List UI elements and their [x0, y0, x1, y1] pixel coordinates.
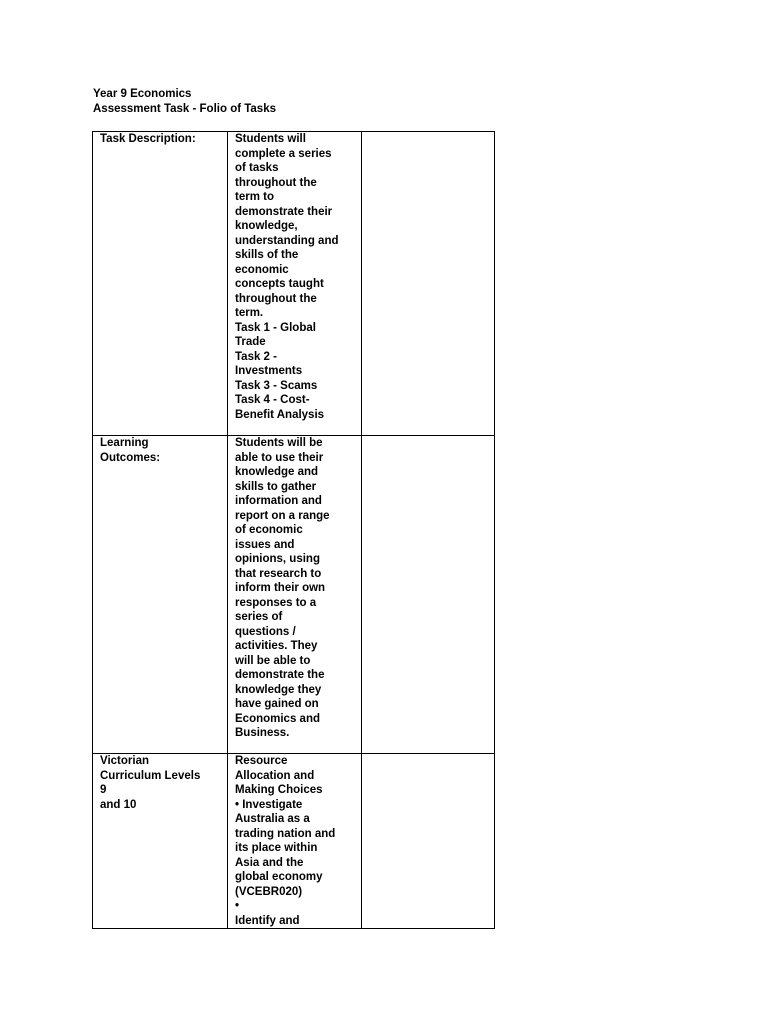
body-text: its place within [235, 842, 318, 854]
empty-cell [362, 132, 495, 436]
body-text: Task 2 - [235, 350, 277, 363]
body-text: activities. They [235, 640, 318, 652]
body-text: demonstrate the [235, 669, 325, 681]
label-text: and 10 [100, 798, 137, 811]
body-text: Business. [235, 727, 290, 739]
empty-cell [362, 754, 495, 929]
body-text: Resource [235, 755, 288, 767]
label-text: Task Description: [100, 133, 196, 145]
body-text: trading nation and [235, 827, 336, 840]
table-row-curriculum-levels [93, 754, 495, 929]
label-cell [93, 754, 228, 929]
body-text: Investments [235, 365, 303, 377]
body-text: knowledge, [235, 220, 298, 232]
body-text: complete a series [235, 147, 332, 160]
body-text: (VCEBR020) [235, 885, 303, 898]
label-cell [93, 132, 228, 436]
body-text: information and [235, 495, 322, 507]
body-text: series of [235, 611, 283, 623]
body-text: term to [235, 191, 274, 203]
body-text: able to use their [235, 451, 324, 464]
body-text: concepts taught [235, 278, 324, 290]
body-text: Task 3 - Scams [235, 379, 318, 392]
body-cell [228, 754, 362, 929]
body-text: skills of the [235, 249, 299, 261]
title-assessment: Assessment Task - Folio of Tasks [93, 102, 276, 115]
body-text: Economics and [235, 712, 320, 725]
body-text: Identify and [235, 914, 300, 927]
body-text: Trade [235, 336, 266, 348]
body-text: Task 1 - Global [235, 321, 316, 334]
title-course: Year 9 Economics [93, 88, 192, 100]
body-text: throughout the [235, 292, 317, 305]
body-cell [228, 132, 362, 436]
body-text: Students will be [235, 437, 323, 449]
task-table [92, 131, 495, 929]
body-text: questions / [235, 625, 296, 638]
body-text: term. [235, 307, 264, 319]
body-text: knowledge and [235, 466, 319, 478]
body-text: Making Choices [235, 784, 323, 796]
body-text: understanding and [235, 234, 339, 247]
body-text: Allocation and [235, 769, 315, 782]
body-text: • [235, 900, 240, 912]
body-text: that research to [235, 567, 322, 580]
body-text: Asia and the [235, 856, 304, 869]
label-cell [93, 436, 228, 754]
body-text: of economic [235, 524, 303, 536]
body-text: • Investigate [235, 798, 303, 811]
body-text: knowledge they [235, 683, 322, 696]
body-text: Task 4 - Cost- [235, 394, 310, 406]
body-text: Benefit Analysis [235, 408, 325, 421]
empty-cell [362, 436, 495, 754]
body-cell [228, 436, 362, 754]
body-text: Students will [235, 133, 306, 145]
table-row-task-description [93, 132, 495, 436]
body-text: opinions, using [235, 553, 320, 565]
body-text: skills to gather [235, 480, 317, 493]
body-text: throughout the [235, 176, 317, 189]
body-text: have gained on [235, 698, 319, 710]
body-text: demonstrate their [235, 205, 333, 218]
label-text: Victorian [100, 755, 149, 767]
table-row-learning-outcomes [93, 436, 495, 754]
body-text: of tasks [235, 162, 279, 174]
label-text: Learning [100, 437, 149, 449]
body-text: will be able to [235, 654, 311, 667]
label-text: 9 [100, 784, 107, 796]
body-text: issues and [235, 538, 295, 551]
label-text: Outcomes: [100, 451, 161, 464]
body-text: global economy [235, 871, 323, 883]
body-text: inform their own [235, 582, 326, 594]
body-text: economic [235, 263, 289, 276]
body-text: report on a range [235, 509, 330, 522]
document-title [93, 87, 276, 116]
label-text: Curriculum Levels [100, 769, 201, 782]
body-text: Australia as a [235, 813, 310, 825]
body-text: responses to a [235, 596, 317, 609]
